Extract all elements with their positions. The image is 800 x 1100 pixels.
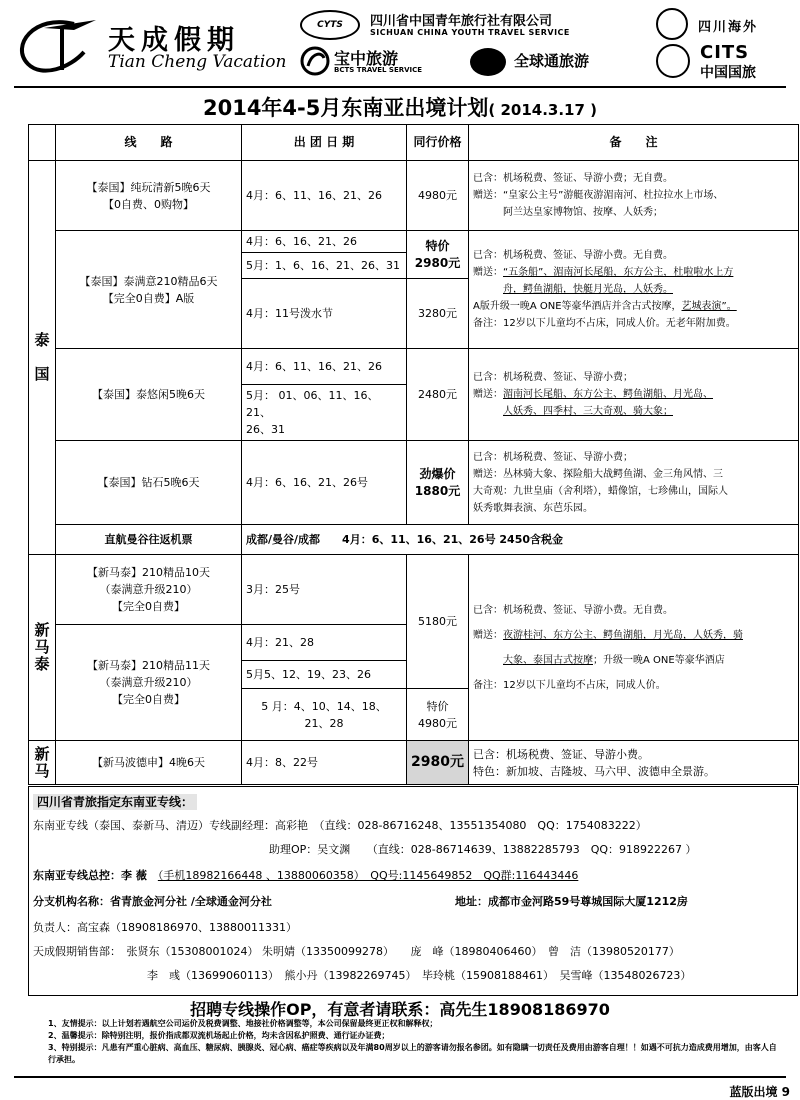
cyts-badge-icon: CYTS	[300, 10, 360, 40]
note-gift: 大象、泰国古式按摩	[503, 654, 593, 666]
note-line	[473, 652, 794, 669]
contact-label: 东南亚专线总控：李 薇	[33, 869, 158, 882]
note-line: 已含：机场税费、签证、导游小费；	[473, 451, 633, 463]
recruit-banner: 招聘专线操作OP，有意者请联系：高先生18908186970	[190, 1000, 610, 1019]
tc-logo-cn: 天成假期	[108, 25, 240, 56]
cits-cn: 中国国旅	[700, 65, 756, 81]
note-gift: 夜游桂河、东方公主、鳄鱼湖船，月光岛，人妖秀，骑	[503, 629, 743, 641]
price-cell: 4980元	[407, 161, 469, 231]
tiancheng-logo	[14, 10, 296, 74]
route-name: 【新马泰】210精品10天 （泰满意升级210） 【完全0自费】	[87, 566, 210, 613]
heading-text: 四川省青旅指定东南亚专线：	[33, 794, 197, 810]
tip-line: 3、特别提示：凡患有严重心脏病、高血压、糖尿病、胰腺炎、冠心病、癌症等疾病以及年满80周岁以上的游客请勿报名参团。如有隐瞒一切责任及费用由游客自理！！如遇不可抗力造成费用增加，由客人自行承担。	[48, 1043, 777, 1064]
route-cell: 直航曼谷往返机票	[56, 525, 242, 555]
tc-logo-en: Tian Cheng Vacation	[108, 52, 287, 72]
contact-line: 分支机构名称：省青旅金河分社 /全球通金河分社	[33, 895, 272, 908]
price-cell	[407, 689, 469, 741]
baozhong-logo	[300, 44, 440, 80]
notes-cell	[469, 441, 799, 525]
dates-cell: 4月：8、22号	[242, 741, 407, 785]
table-row	[29, 161, 799, 231]
note-line: 已含：机场税费、签证、导游小费。无自费。	[473, 250, 673, 261]
dates-cell	[242, 385, 407, 441]
note-line: 阿兰达皇家博物馆、按摩、人妖秀；	[503, 207, 663, 218]
tour-plan-table	[28, 124, 799, 785]
price-cell: 3280元	[407, 279, 469, 349]
note-line: 已含：机场税费、签证、导游小费。	[473, 747, 649, 761]
table-row	[29, 441, 799, 525]
header-cell-price: 同行价格	[407, 125, 469, 161]
baozhong-name: 宝中旅游	[334, 49, 399, 68]
header-divider	[14, 86, 786, 88]
contact-line: 李 彧（13699060113） 熊小丹（13982269745） 毕玲桃（15908188461） 吴雪峰（13548026723）	[147, 969, 692, 982]
tip-line: 1、友情提示：以上计划若遇航空公司运价及税费调整、地接社价格调整等，本公司保留最终更正权和解释权；	[48, 1019, 438, 1028]
note-gift: 湄南河长尾船、东方公主、鳄鱼湖船、月光岛、	[503, 389, 713, 400]
page-number: 蓝版出境 9	[729, 1085, 790, 1099]
route-name: 【新马泰】210精品11天 （泰满意升级210） 【完全0自费】	[87, 659, 210, 706]
contact-line: 东南亚专线（泰国、泰新马、清迈）专线副经理：高彩艳 （直线：028-86716248、13551354080 QQ：1754083222）	[33, 819, 647, 832]
table-row	[29, 231, 799, 253]
route-cell	[56, 555, 242, 625]
note-line: 妖秀歌舞表演、东芭乐园。	[473, 502, 593, 514]
cits-logo	[656, 42, 796, 82]
price-value: 特价 4980元	[418, 699, 457, 730]
price-cell	[407, 231, 469, 279]
category-thailand	[29, 161, 56, 555]
header-cell-route: 线 路	[56, 125, 242, 161]
table-row	[29, 741, 799, 785]
contact-line: 助理OP：吴文渊 （直线：028-86714639、13882285793 QQ：918922267 ）	[269, 843, 697, 856]
price-cell: 5180元	[407, 555, 469, 689]
route-cell: 【泰国】泰悠闲5晚6天	[56, 349, 242, 441]
route-cell: 【新马波德申】4晚6天	[56, 741, 242, 785]
price-value: 劲爆价 1880元	[414, 466, 461, 498]
contact-line	[33, 867, 578, 883]
note-line: 备注：12岁以下儿童均不占床，同成人价。	[473, 679, 666, 691]
baozhong-icon	[300, 46, 330, 76]
footer-divider	[14, 1076, 786, 1078]
dates-value: 5月： 01、06、11、16、21、 26、31	[246, 389, 379, 436]
header-cell-blank	[29, 125, 56, 161]
dates-cell: 5月5、12、19、23、26	[242, 661, 407, 689]
route-cell	[56, 231, 242, 349]
dates-cell: 4月：6、16、21、26号	[242, 441, 407, 525]
notes-cell	[469, 231, 799, 349]
note-prefix: 赠送：	[473, 267, 503, 278]
note-prefix: 赠送：	[473, 389, 503, 400]
cits-seal-icon	[656, 44, 690, 78]
dates-cell: 4月：11号泼水节	[242, 279, 407, 349]
note-line: 已含：机场税费、签证、导游小费。无自费。	[473, 604, 673, 616]
page-title	[0, 92, 800, 122]
tip-line: 2、温馨提示：除特别注明，报价指成都双流机场起止价格，均未含因私护照费、通行证办证费；	[48, 1031, 390, 1040]
category-label: 新 马	[34, 744, 50, 780]
dates-cell: 3月：25号	[242, 555, 407, 625]
cyts-en: SICHUAN CHINA YOUTH TRAVEL SERVICE	[370, 28, 570, 37]
route-name: 【泰国】纯玩清新5晚6天 【0自费、0购物】	[86, 180, 211, 211]
table-row	[29, 349, 799, 385]
dates-cell: 4月：6、16、21、26	[242, 231, 407, 253]
dates-cell: 4月：6、11、16、21、26	[242, 349, 407, 385]
header	[0, 0, 800, 88]
note-line	[473, 298, 794, 315]
category-xinmatai	[29, 555, 56, 741]
notes-cell	[469, 349, 799, 441]
note-prefix: 赠送：	[473, 629, 503, 641]
dates-cell: 5月：1、6、16、21、26、31	[242, 253, 407, 279]
note-line: 备注：12岁以下儿童均不占床，同成人价。无老年附加费。	[473, 318, 736, 329]
sichuan-overseas-name: 四川海外	[698, 20, 759, 35]
notes-cell	[469, 555, 799, 741]
note-line: 特色：新加坡、吉隆坡、马六甲、波德申全景游。	[473, 764, 715, 778]
table-row	[29, 525, 799, 555]
cits-en: CITS	[700, 42, 750, 63]
title-main: 2014年4-5月东南亚出境计划	[202, 96, 489, 120]
note-line: 人妖秀、四季村、三大奇观、骑大象；	[503, 406, 673, 417]
note-line	[473, 627, 794, 644]
category-label: 泰 国	[34, 331, 50, 383]
seal-icon	[656, 8, 688, 40]
route-cell	[56, 161, 242, 231]
cyts-logo	[300, 8, 638, 42]
quanqiutong-name: 全球通旅游	[514, 52, 590, 70]
contact-address: 地址：成都市金河路59号尊城国际大厦1212房	[455, 895, 688, 908]
quanqiutong-logo	[470, 46, 640, 78]
header-cell-notes: 备 注	[469, 125, 799, 161]
contact-heading	[33, 793, 197, 810]
dates-cell	[242, 689, 407, 741]
contact-line: 负责人：高宝森（18908186970、13880011331）	[33, 921, 297, 934]
contact-section	[28, 786, 798, 996]
note-line: 赠送：“皇家公主号”游艇夜游湄南河、杜拉拉水上市场、	[473, 190, 724, 201]
note-gift: “五条船”、湄南河长尾船，东方公主，杜啦啦水上方	[503, 267, 734, 278]
globe-icon	[470, 48, 506, 76]
note-line: 已含：机场税费、签证、导游小费；	[473, 372, 633, 383]
route-cell: 【泰国】钻石5晚6天	[56, 441, 242, 525]
table-header-row	[29, 125, 799, 161]
contact-numbers: （手机18982166448 、13880060358） QQ号:1145649852 QQ群:116443446	[157, 869, 579, 882]
price-cell: 2480元	[407, 349, 469, 441]
price-value: 特价 2980元	[414, 238, 461, 270]
sichuan-overseas-logo	[656, 8, 796, 42]
category-xinma	[29, 741, 56, 785]
tc-swoosh-icon	[14, 16, 100, 74]
cyts-name: 四川省中国青年旅行社有限公司	[370, 14, 553, 29]
note-line	[473, 386, 794, 403]
header-cell-dates: 出 团 日 期	[242, 125, 407, 161]
flight-info-cell: 成都/曼谷/成都 4月：6、11、16、21、26号 2450含税金	[242, 525, 799, 555]
dates-cell: 4月：6、11、16、21、26	[242, 161, 407, 231]
note-line: 大奇观：九世皇庙（舍利塔），蜡像馆，七珍佛山，国际人	[473, 485, 728, 497]
route-cell	[56, 625, 242, 741]
note-line: 赠送：丛林骑大象、探险船大战鳄鱼湖、金三角风情、三	[473, 468, 723, 480]
route-name: 【泰国】泰满意210精品6天 【完全0自费】A版	[79, 274, 218, 305]
notes-cell	[469, 741, 799, 785]
note-line: 舟，鳄鱼湖船，快艇月光岛，人妖秀。	[503, 284, 673, 295]
note-upgrade: A版升级一晚A ONE等豪华酒店并含古式按摩，	[473, 301, 682, 312]
notes-cell	[469, 161, 799, 231]
tips-section	[48, 1018, 778, 1066]
price-cell-highlight: 2980元	[407, 741, 469, 785]
category-label: 新 马 泰	[34, 621, 50, 673]
title-date: ( 2014.3.17 )	[488, 101, 597, 119]
price-cell	[407, 441, 469, 525]
note-upgrade-show: 艺城表演”。	[681, 301, 737, 312]
note-upgrade: ；升级一晚A ONE等豪华酒店	[593, 654, 725, 666]
baozhong-en: BCTS TRAVEL SERVICE	[334, 66, 423, 74]
table-row	[29, 555, 799, 625]
contact-line: 天成假期销售部： 张贤东（15308001024） 朱明婧（13350099278） 庞 峰（18980406460） 曾 洁（13980520177）	[33, 945, 680, 958]
dates-value: 5 月：4、10、14、18、 21、28	[261, 699, 387, 730]
dates-cell: 4月：21、28	[242, 625, 407, 661]
note-line	[473, 264, 794, 281]
note-line: 已含：机场税费、签证、导游小费；无自费。	[473, 173, 673, 184]
